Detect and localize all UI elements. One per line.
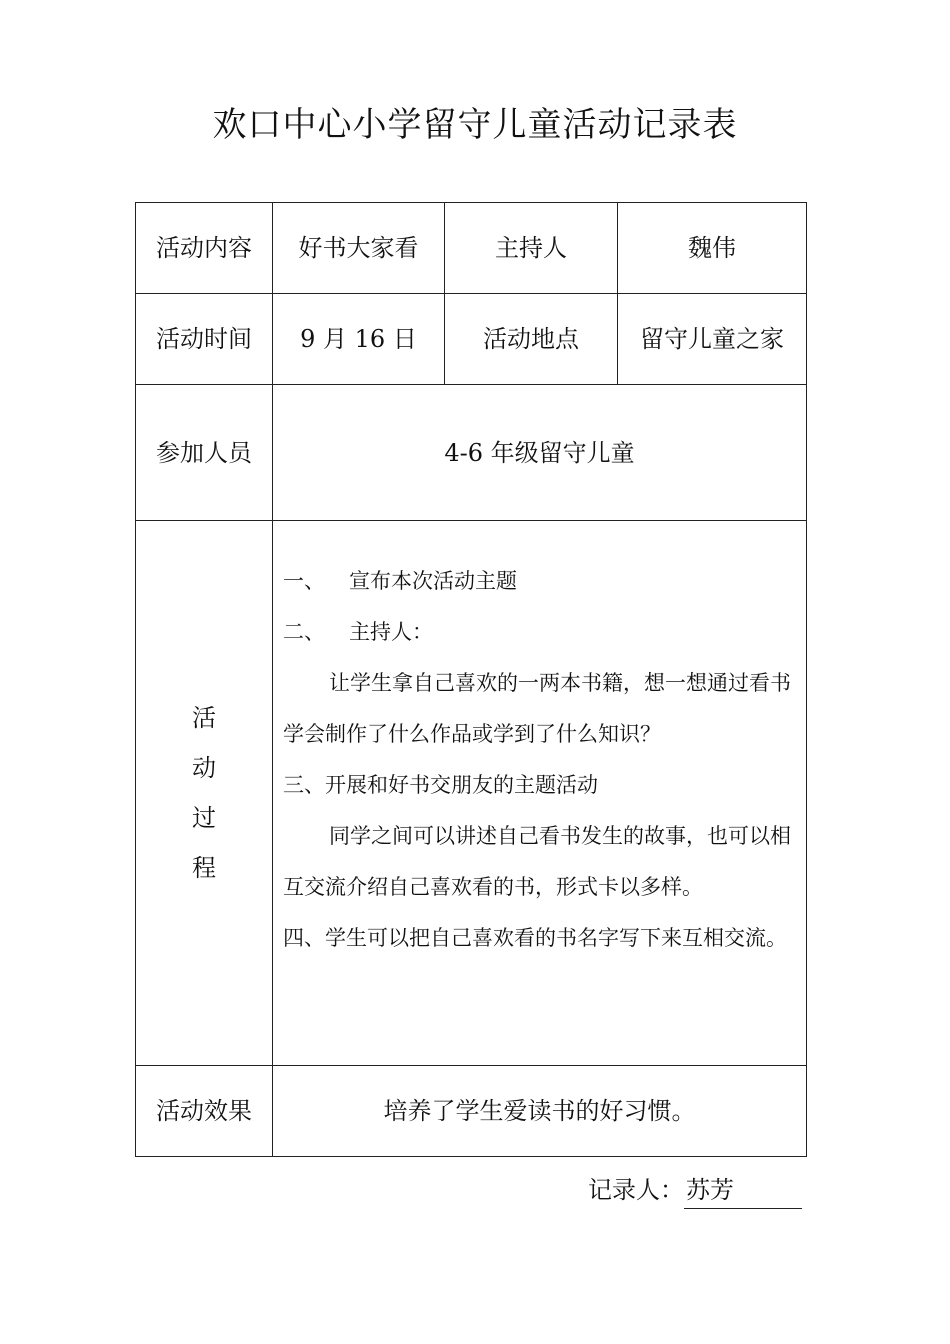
activity-effect-value: 培养了学生爱读书的好习惯。 (273, 1066, 807, 1157)
process-paragraph: 同学之间可以讲述自己看书发生的故事，也可以相互交流介绍自己喜欢看的书，形式卡以多样。 (283, 824, 791, 899)
participants-value: 4-6 年级留守儿童 (273, 385, 807, 521)
label-char: 动 (192, 754, 216, 782)
label-participants: 参加人员 (136, 385, 273, 521)
label-activity-content: 活动内容 (136, 203, 273, 294)
label-char: 活 (192, 704, 216, 732)
label-char: 过 (192, 804, 216, 832)
table-row (136, 294, 807, 385)
label-activity-place: 活动地点 (445, 294, 618, 385)
label-activity-process (136, 521, 273, 1066)
process-item-number: 二、 (283, 620, 325, 644)
process-item-text: 宣布本次活动主题 (349, 569, 517, 593)
recorder-name: 苏芳 (684, 1172, 802, 1209)
label-activity-effect: 活动效果 (136, 1066, 273, 1157)
activity-process-content (273, 521, 807, 1066)
process-item (283, 556, 796, 607)
table-row (136, 1066, 807, 1157)
activity-place-value: 留守儿童之家 (618, 294, 807, 385)
label-host: 主持人 (445, 203, 618, 294)
process-item-text: 主持人： (349, 620, 433, 644)
host-value: 魏伟 (618, 203, 807, 294)
label-char: 程 (192, 854, 216, 882)
recorder-line (588, 1172, 802, 1209)
page-title: 欢口中心小学留守儿童活动记录表 (212, 105, 738, 145)
process-item-number: 一、 (283, 569, 325, 593)
recorder-label: 记录人： (588, 1176, 684, 1204)
table-row (136, 521, 807, 1066)
process-paragraph: 让学生拿自己喜欢的一两本书籍，想一想通过看书学会制作了什么作品或学到了什么知识？ (283, 671, 791, 746)
process-item: 三、开展和好书交朋友的主题活动 (283, 773, 598, 797)
activity-content-value: 好书大家看 (273, 203, 445, 294)
process-item: 四、学生可以把自己喜欢看的书名字写下来互相交流。 (283, 926, 787, 950)
table-row (136, 203, 807, 294)
activity-record-table (135, 202, 807, 1157)
table-row (136, 385, 807, 521)
process-item (283, 607, 796, 658)
activity-time-value: 9 月 16 日 (273, 294, 445, 385)
label-activity-time: 活动时间 (136, 294, 273, 385)
